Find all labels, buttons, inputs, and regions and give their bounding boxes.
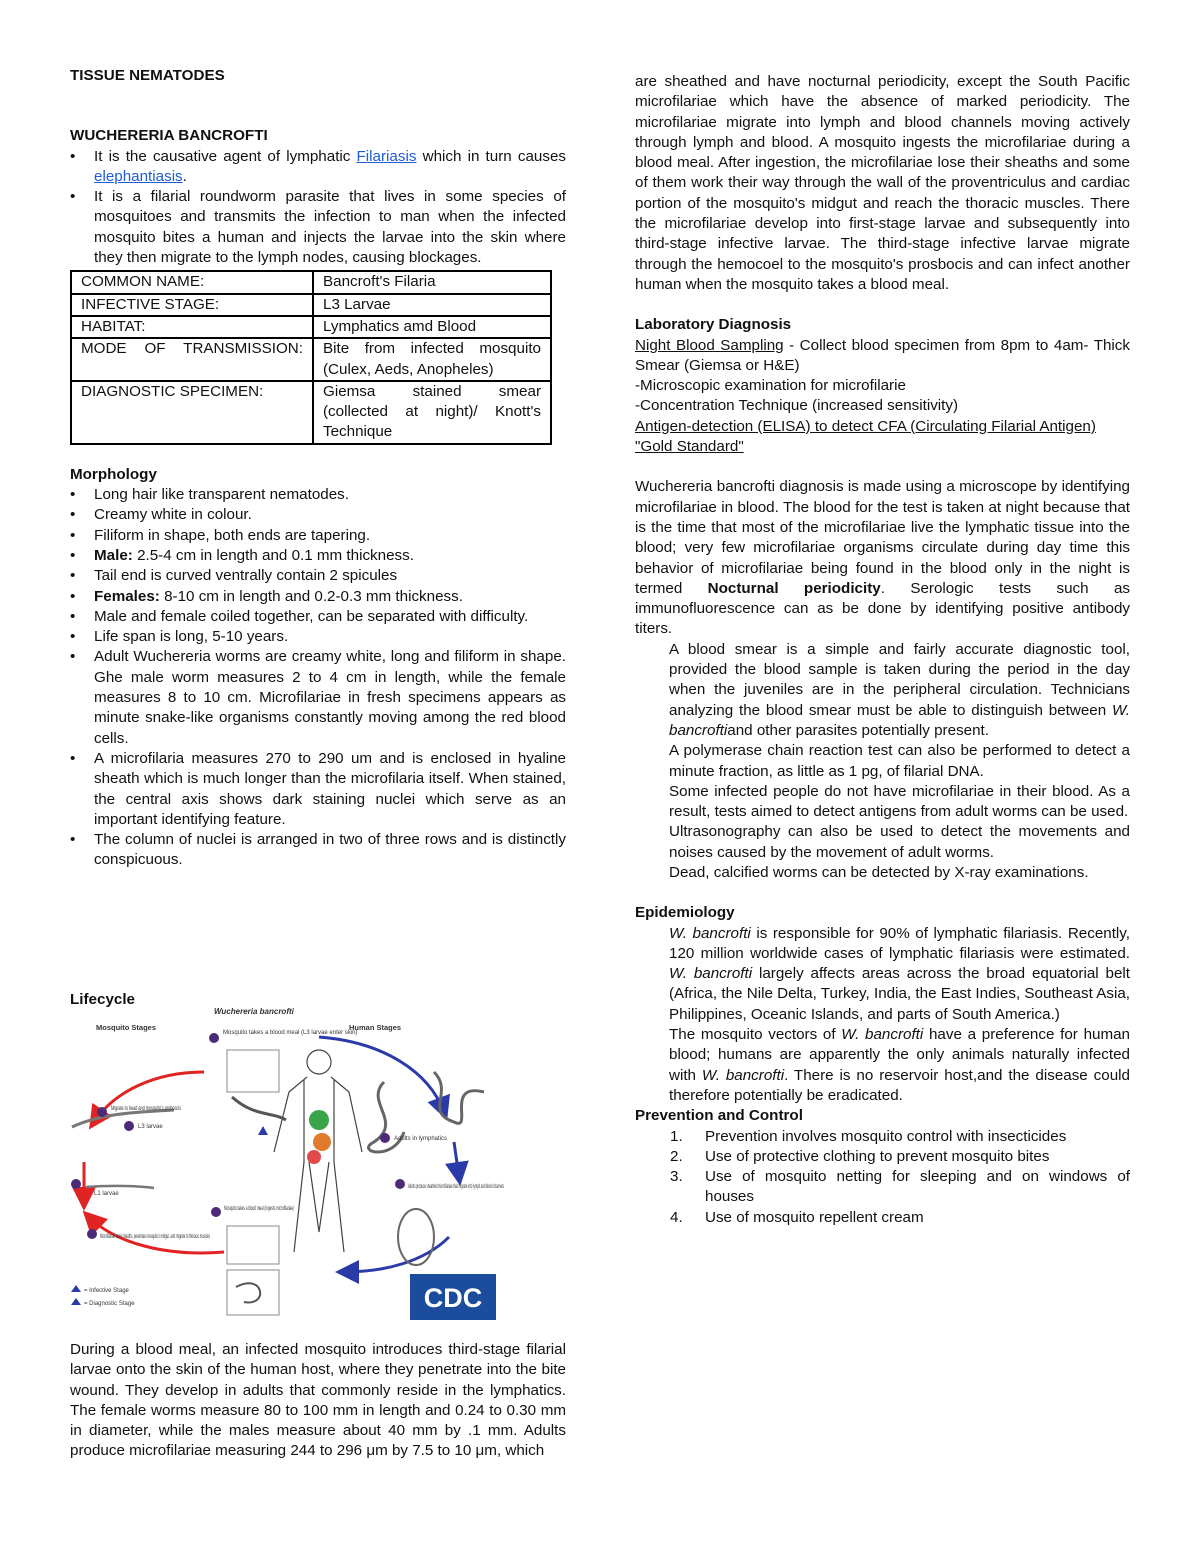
- diagnosis-text: A blood smear is a simple and fairly accurate diagnostic tool, provided the blood sample is taken during the period in the day when the juveniles are in the peripheral circulation. Technicians analyzing the blood smear must be able to distinguish between: [669, 640, 1130, 719]
- l1-larva-image: [86, 1186, 154, 1188]
- list-item: [600, 1127, 1130, 1147]
- filariasis-link[interactable]: Filariasis: [356, 147, 417, 165]
- diagnosis-item: Dead, calcified worms can be detected by X-ray examinations.: [669, 863, 1089, 881]
- intro-text: It is the causative agent of lymphatic: [94, 147, 357, 165]
- male-label: Male:: [94, 546, 133, 564]
- table-key: HABITAT:: [71, 316, 313, 338]
- table-value: Lymphatics amd Blood: [313, 316, 551, 338]
- night-sampling-text: - Collect blood specimen from 8pm to 4am- Thick Smear (Giemsa or H&E): [635, 336, 1130, 374]
- item-text: Prevention involves mosquito control with insecticides: [705, 1127, 1067, 1145]
- item-text: Use of mosquito netting for sleeping and on windows of houses: [705, 1168, 1130, 1206]
- intro-list: [22, 147, 566, 269]
- table-key: COMMON NAME:: [71, 271, 313, 293]
- table-key: INFECTIVE STAGE:: [71, 294, 313, 316]
- stage-8-label: Migrate to head and mosquito's proboscis: [111, 1106, 181, 1112]
- diagnosis-text: Wuchereria bancrofti diagnosis is made using a microscope by identifying microfilariae in blood. The blood for the test is taken at night because that is the time that most of the microfilariae live the lymphatic tissue into the blood; very few microfilariae organisms circulate during day time this behavior of microfilariae being found in the blood only in the night is termed: [635, 478, 1130, 597]
- page-title: TISSUE NEMATODES: [70, 67, 225, 84]
- epidemiology-para-2: [635, 1025, 1130, 1106]
- intro-text: .: [182, 167, 187, 185]
- epi-text: The mosquito vectors of: [669, 1026, 842, 1044]
- list-item: • Life span is long, 5-10 years.: [22, 627, 566, 647]
- list-text: 2.5-4 cm in length and 0.1 mm thickness.: [137, 546, 414, 564]
- item-number: 2.: [670, 1147, 683, 1165]
- list-item: [22, 147, 566, 188]
- item-text: Use of mosquito repellent cream: [705, 1208, 924, 1226]
- bite-box-1: [227, 1050, 279, 1092]
- table-row: [71, 271, 551, 293]
- lab-line: -Microscopic examination for microfilarie: [635, 377, 906, 395]
- diagnosis-item: Ultrasonography can also be used to detect the movements and noises caused by the movement of adult worms.: [669, 823, 1130, 861]
- diagnosis-text: . Serologic tests such as immunofluorescence can as be done by identifying positive antibody titers.: [635, 579, 1130, 638]
- organ-heart: [313, 1133, 331, 1151]
- diagnostic-stage-icon: [71, 1298, 81, 1305]
- item-number: 3.: [670, 1168, 683, 1186]
- table-key: DIAGNOSTIC SPECIMEN:: [71, 381, 313, 444]
- epi-text: have a preference for human blood; humans are apparently the only animals naturally infected with: [669, 1026, 1131, 1084]
- lifecycle-heading: Lifecycle: [70, 991, 136, 1008]
- right-column: [635, 72, 1130, 1228]
- stage-5-label: Microfilariae shed sheaths, penetrate mosquito's midgut, and migrate to thoracic muscles: [100, 1234, 210, 1240]
- diagnosis-item: Some infected people do not have microfilariae in their blood. As a result, tests aimed to detect antigens from adult worms can be used.: [669, 782, 1130, 821]
- table-row: [71, 294, 551, 316]
- diagnosis-paragraph: [635, 477, 1130, 639]
- epidemiology-heading: Epidemiology: [635, 904, 735, 922]
- figure-title: Wuchereria bancrofti: [214, 1007, 294, 1016]
- list-item: [22, 587, 566, 607]
- list-item: • Long hair like transparent nematodes.: [22, 485, 566, 505]
- lab-line: -Concentration Technique (increased sensitivity): [635, 397, 959, 415]
- list-item: • The column of nuclei is arranged in two of three rows and is distinctly conspicuous.: [22, 830, 566, 871]
- item-number: 1.: [670, 1127, 683, 1145]
- antigen-detection: Antigen-detection (ELISA) to detect CFA (Circulating Filarial Antigen): [635, 417, 1096, 435]
- infective-stage-icon: [258, 1126, 268, 1135]
- stage-4-label: Mosquito takes a blood meal (ingests microfilariae): [224, 1206, 294, 1212]
- list-text: 8-10 cm in length and 0.2-0.3 mm thickness.: [164, 587, 463, 605]
- table-value: Bancroft's Filaria: [313, 271, 551, 293]
- microfilaria-box: [227, 1270, 279, 1315]
- microfilariae-image: [398, 1209, 434, 1265]
- human-figure: [274, 1050, 362, 1252]
- larva-image: [232, 1097, 286, 1120]
- stage-7-label: L3 larvae: [138, 1124, 163, 1130]
- species-name: W. bancrofti: [669, 701, 1130, 739]
- table-row: [71, 381, 551, 444]
- bite-box-2: [227, 1226, 279, 1264]
- organ-liver: [307, 1150, 321, 1164]
- lab-diagnosis-heading: Laboratory Diagnosis: [635, 316, 792, 334]
- morphology-heading: Morphology: [70, 465, 157, 483]
- table-row: [71, 316, 551, 338]
- mosquito-stages-label: Mosquito Stages: [96, 1023, 157, 1032]
- left-column: [70, 66, 566, 871]
- table-value: Bite from infected mosquito (Culex, Aeds, Anopheles): [313, 338, 551, 381]
- diagnosis-text: and other parasites potentially present.: [727, 721, 989, 739]
- stage-2-label: Adults in lymphatics: [394, 1136, 448, 1142]
- item-text: Use of protective clothing to prevent mosquito bites: [705, 1147, 1050, 1165]
- cycle-arrow: [454, 1142, 459, 1177]
- stage-1-label: Mosquito takes a blood meal (L3 larvae enter skin): [223, 1030, 358, 1036]
- list-item: • Adult Wuchereria worms are creamy white, long and filiform in shape. Ghe male worm measures 2 to 4 cm in length, while the female measures 8 to 10 cm. Microfilariae in fresh specimens appears as minute snake-like organisms constantly moving among the red blood cells.: [22, 647, 566, 748]
- epidemiology-para-1: [635, 924, 1130, 1025]
- lifecycle-diagram: [64, 1002, 506, 1322]
- lifecycle-paragraph-continued: are sheathed and have nocturnal periodicity, except the South Pacific microfilariae which have the absence of marked periodicity. The microfilariae migrate into lymph and blood channels moving actively through lymph and blood. A mosquito ingests the microfilariae during a blood meal. After ingestion, the microfilariae lose their sheaths and some of them work their way through the wall of the proventriculus and cardiac portion of the mosquito's midgut and reach the thoracic muscles. There the microfilariae develop into first-stage larvae and subsequently into third-stage infective larvae. The third-stage infective larvae migrate through the hemocoel to the mosquito's prosbocis and can infect another human when the mosquito takes a blood meal.: [635, 73, 1130, 293]
- stage-6-label: L1 larvae: [94, 1191, 119, 1197]
- elephantiasis-link[interactable]: elephantiasis: [94, 167, 183, 185]
- adult-worm-image: [434, 1072, 484, 1123]
- list-item: [22, 546, 566, 566]
- legend-infective: = Infective Stage: [84, 1288, 129, 1294]
- gold-standard: "Gold Standard": [635, 438, 744, 456]
- stage-3-label: Adults produce sheathed microfilariae that migrate into lymph and blood channels: [408, 1184, 504, 1190]
- item-number: 4.: [670, 1208, 683, 1226]
- nocturnal-periodicity: Nocturnal periodicity: [707, 579, 881, 597]
- cdc-logo-text: CDC: [423, 1283, 483, 1313]
- epi-text: . There is no reservoir host,and the disease could therefore potentially be eradicated.: [669, 1066, 1130, 1104]
- info-table: [70, 270, 552, 444]
- stage-labels: [71, 1030, 504, 1307]
- human-stages-label: Human Stages: [349, 1023, 402, 1032]
- species-name: W. bancrofti: [669, 965, 753, 983]
- list-item: • Male and female coiled together, can be separated with difficulty.: [22, 607, 566, 627]
- intro-text: which in turn causes: [416, 147, 566, 165]
- table-value: Giemsa stained smear (collected at night)/ Knott's Technique: [313, 381, 551, 444]
- list-item: [600, 1167, 1130, 1208]
- prevention-list: [600, 1127, 1130, 1228]
- night-sampling: [635, 336, 1130, 377]
- infective-stage-icon: [71, 1285, 81, 1292]
- table-row: [71, 338, 551, 381]
- diagnosis-item: [635, 640, 1130, 741]
- table-key: MODE OF TRANSMISSION:: [71, 338, 313, 381]
- list-item: [600, 1147, 1130, 1167]
- list-item: [600, 1208, 1130, 1228]
- list-item: • Tail end is curved ventrally contain 2 spicules: [22, 566, 566, 586]
- wuchereria-heading: WUCHERERIA BANCROFTI: [70, 127, 268, 145]
- morphology-list: [22, 485, 566, 871]
- species-name: W. bancrofti: [669, 924, 751, 942]
- species-name: W. bancrofti: [841, 1026, 924, 1044]
- species-name: W. bancrofti: [701, 1066, 785, 1084]
- diagnosis-item: A polymerase chain reaction test can also be performed to detect a minute fraction, as little as 1 pg, of filarial DNA.: [669, 742, 1130, 780]
- list-item: [22, 187, 566, 268]
- cycle-arrow: [319, 1037, 444, 1112]
- legend-diagnostic: = Diagnostic Stage: [84, 1301, 135, 1307]
- female-label: Females:: [94, 587, 160, 605]
- list-item: • Creamy white in colour.: [22, 505, 566, 525]
- night-sampling-label: Night Blood Sampling: [635, 336, 784, 354]
- lifecycle-paragraph: During a blood meal, an infected mosquito introduces third-stage filarial larvae onto the skin of the human host, where they penetrate into the bite wound. They develop in adults that commonly reside in the lymphatics. The female worms measure 80 to 100 mm in length and 0.24 to 0.30 mm in diameter, while the males measure about 40 mm by .1 mm. Adults produce microfilariae measuring 244 to 296 μm by 7.5 to 10 μm, which: [70, 1341, 566, 1460]
- organ-lung: [309, 1110, 329, 1130]
- prevention-heading: Prevention and Control: [635, 1107, 803, 1125]
- epi-text: largely affects areas across the broad equatorial belt (Africa, the Nile Delta, Turkey, India, the East Indies, Southeast Asia, Philippines, Oceanic Islands, and parts of South America.): [669, 965, 1130, 1023]
- intro-text: It is a filarial roundworm parasite that lives in some species of mosquitoes and transmits the infection to man when the infected mosquito bites a human and injects the larvae into the skin where they then migrate to the lymph nodes, causing blockages.: [94, 188, 566, 267]
- list-item: • A microfilaria measures 270 to 290 um and is enclosed in hyaline sheath which is much longer than the microfilaria itself. When stained, the central axis shows dark staining nuclei which serve as an important identifying feature.: [22, 749, 566, 830]
- epi-text: is responsible for 90% of lymphatic filariasis. Recently, 120 million worldwide cases of lymphatic filariasis were estimated.: [669, 924, 1130, 962]
- table-value: L3 Larvae: [313, 294, 551, 316]
- list-item: • Filiform in shape, both ends are tapering.: [22, 526, 566, 546]
